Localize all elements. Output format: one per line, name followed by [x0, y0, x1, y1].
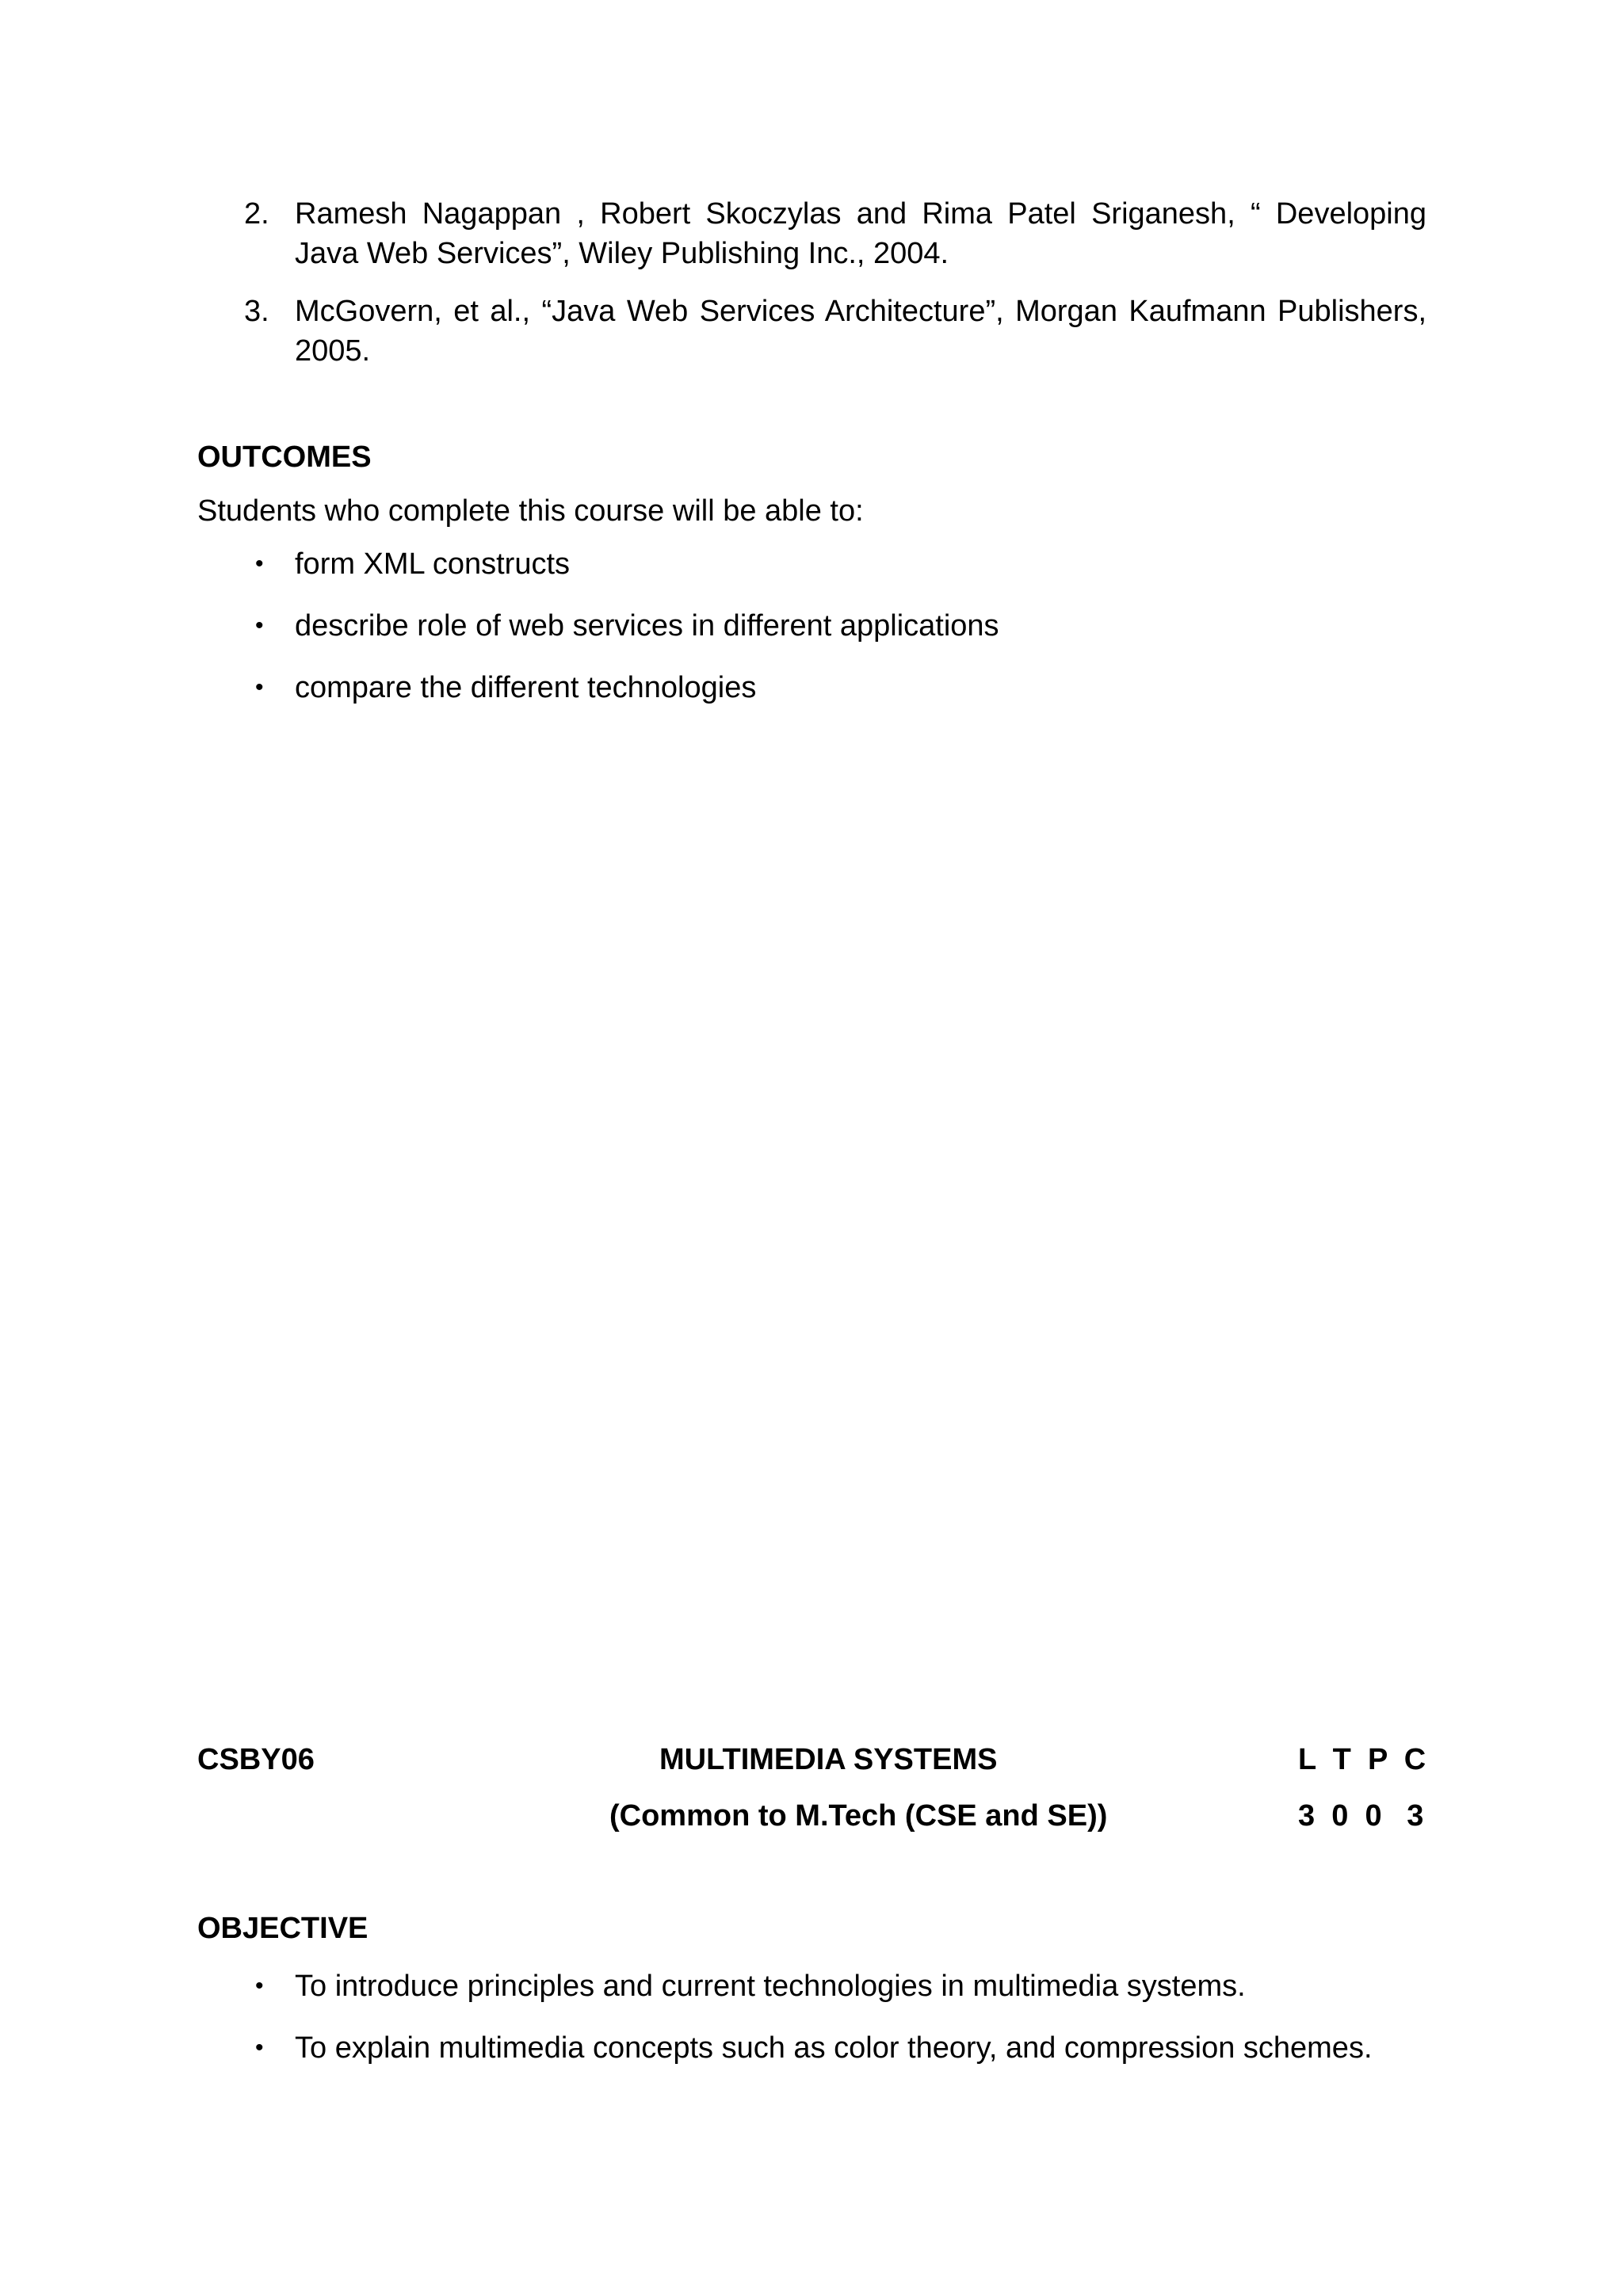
bullet-icon: • — [255, 2035, 264, 2061]
outcome-text: compare the different technologies — [295, 671, 757, 704]
outcome-text: describe role of web services in different applications — [295, 609, 999, 643]
objective-heading: OBJECTIVE — [197, 1912, 369, 1945]
bullet-icon: • — [255, 674, 264, 700]
course-code: CSBY06 — [197, 1743, 315, 1776]
course-subtitle: (Common to M.Tech (CSE and SE)) — [609, 1799, 1108, 1833]
ltpc-values: 3 0 0 3 — [1298, 1799, 1424, 1833]
outcomes-intro: Students who complete this course will be able to: — [197, 494, 864, 528]
bullet-icon: • — [255, 1973, 264, 1999]
reference-number: 3. — [244, 295, 269, 328]
objective-text: To explain multimedia concepts such as color theory, and compression schemes. — [295, 2031, 1373, 2065]
outcomes-heading: OUTCOMES — [197, 441, 372, 474]
reference-item — [244, 194, 1426, 273]
reference-text: McGovern, et al., “Java Web Services Architecture”, Morgan Kaufmann Publishers, 2005. — [295, 295, 1426, 368]
objective-text: To introduce principles and current technologies in multimedia systems. — [295, 1970, 1246, 2003]
outcome-text: form XML constructs — [295, 547, 571, 581]
reference-item — [244, 292, 1426, 371]
bullet-icon: • — [255, 551, 264, 577]
reference-number: 2. — [244, 197, 269, 231]
ltpc-header: L T P C — [1298, 1743, 1426, 1776]
bullet-icon: • — [255, 612, 264, 639]
course-title: MULTIMEDIA SYSTEMS — [659, 1743, 998, 1776]
reference-text: Ramesh Nagappan , Robert Skoczylas and Rima Patel Sriganesh, “ Developing Java Web Services”, Wiley Publishing Inc., 2004. — [295, 197, 1426, 270]
